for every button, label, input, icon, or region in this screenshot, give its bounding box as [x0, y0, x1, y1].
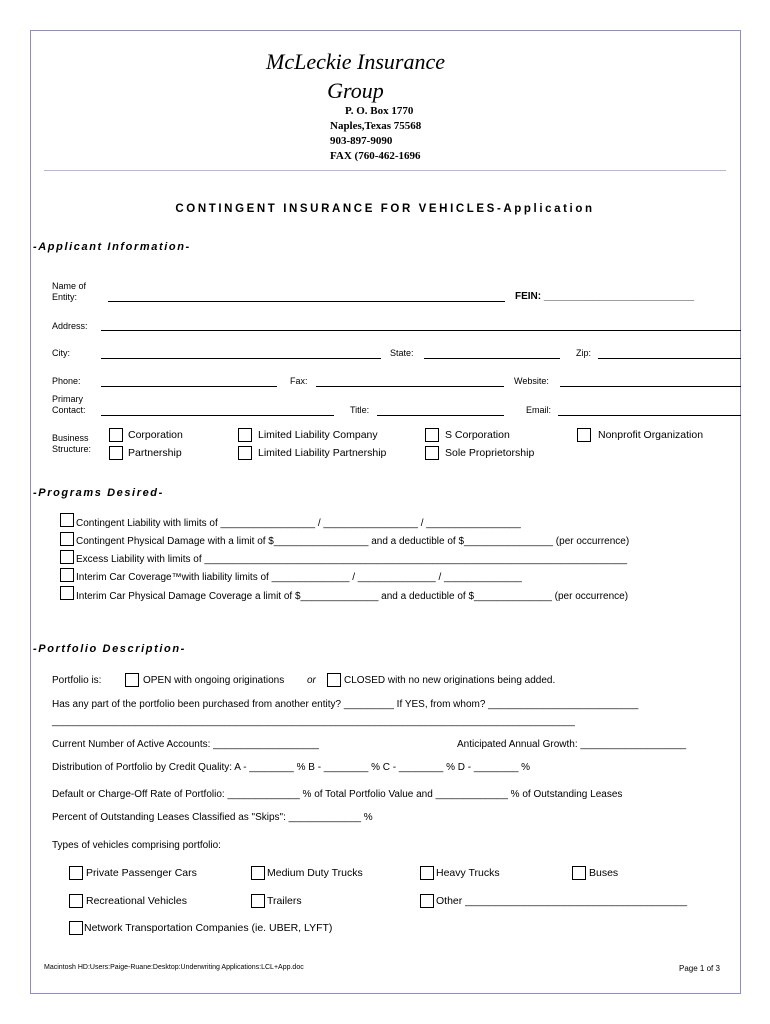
purchased-question[interactable]: Has any part of the portfolio been purchased from another entity? _________ If YES, from whom? ___________________________: [52, 699, 639, 710]
purchased-continued-line[interactable]: ______________________________________________________________________________________________: [52, 716, 575, 727]
partnership-label: Partnership: [128, 447, 182, 459]
sole-proprietorship-label: Sole Proprietorship: [445, 447, 535, 459]
document-title: CONTINGENT INSURANCE FOR VEHICLES-Application: [175, 203, 595, 215]
title-label: Title:: [350, 405, 370, 415]
medium-duty-label: Medium Duty Trucks: [267, 867, 363, 879]
email-field[interactable]: [558, 415, 741, 416]
trailers-label: Trailers: [267, 895, 302, 907]
section-portfolio-description: -Portfolio Description-: [33, 643, 186, 655]
network-transportation-checkbox[interactable]: [69, 921, 83, 935]
state-label: State:: [390, 348, 414, 358]
state-field[interactable]: [424, 358, 560, 359]
program-interim-car-coverage: Interim Car Coverage™with liability limits of ______________ / ______________ / ______________: [76, 572, 522, 583]
company-name-line2: Group: [327, 78, 384, 103]
nonprofit-checkbox[interactable]: [577, 428, 591, 442]
llc-label: Limited Liability Company: [258, 429, 378, 441]
fax-label: Fax:: [290, 376, 308, 386]
s-corporation-label: S Corporation: [445, 429, 510, 441]
email-label: Email:: [526, 405, 552, 415]
program-checkbox[interactable]: [60, 513, 74, 527]
address-po-box: P. O. Box 1770: [345, 105, 414, 117]
website-label: Website:: [514, 376, 549, 386]
program-checkbox[interactable]: [60, 532, 74, 546]
name-of-entity-label: Name of Entity:: [52, 281, 87, 302]
footer-file-path: Macintosh HD:Users:Paige-Ruane:Desktop:Underwriting Applications:LCL+App.doc: [44, 964, 304, 971]
private-passenger-checkbox[interactable]: [69, 866, 83, 880]
corporation-label: Corporation: [128, 429, 183, 441]
portfolio-or-label: or: [307, 675, 316, 686]
fax-field[interactable]: [316, 386, 504, 387]
address-fax: FAX (760-462-1696: [330, 150, 421, 162]
phone-field[interactable]: [101, 386, 277, 387]
llp-label: Limited Liability Partnership: [258, 447, 387, 459]
program-excess-liability: Excess Liability with limits of ____________________________________________________________________________: [76, 554, 628, 565]
city-label: City:: [52, 348, 70, 358]
current-accounts-field[interactable]: Current Number of Active Accounts: ___________________: [52, 739, 319, 750]
zip-field[interactable]: [598, 358, 741, 359]
llc-checkbox[interactable]: [238, 428, 252, 442]
city-field[interactable]: [101, 358, 381, 359]
vehicle-types-label: Types of vehicles comprising portfolio:: [52, 840, 221, 851]
portfolio-open-checkbox[interactable]: [125, 673, 139, 687]
program-checkbox[interactable]: [60, 568, 74, 582]
buses-checkbox[interactable]: [572, 866, 586, 880]
website-field[interactable]: [560, 386, 741, 387]
portfolio-closed-label: CLOSED with no new originations being added.: [344, 675, 556, 686]
corporation-checkbox[interactable]: [109, 428, 123, 442]
phone-label: Phone:: [52, 376, 81, 386]
company-name-line1: McLeckie Insurance: [266, 49, 445, 74]
private-passenger-label: Private Passenger Cars: [86, 867, 197, 879]
program-contingent-liability: Contingent Liability with limits of _________________ / _________________ / _________________: [76, 518, 521, 529]
zip-label: Zip:: [576, 348, 592, 358]
other-checkbox[interactable]: [420, 894, 434, 908]
section-programs-desired: -Programs Desired-: [33, 487, 164, 499]
network-transportation-label: Network Transportation Companies (ie. UBER, LYFT): [84, 922, 333, 934]
llp-checkbox[interactable]: [238, 446, 252, 460]
nonprofit-label: Nonprofit Organization: [598, 429, 704, 441]
address-city: Naples,Texas 75568: [330, 120, 422, 132]
medium-duty-checkbox[interactable]: [251, 866, 265, 880]
footer-page-number: Page 1 of 3: [679, 964, 720, 973]
anticipated-growth-field[interactable]: Anticipated Annual Growth: ___________________: [457, 739, 687, 750]
sole-proprietorship-checkbox[interactable]: [425, 446, 439, 460]
portfolio-closed-checkbox[interactable]: [327, 673, 341, 687]
trailers-checkbox[interactable]: [251, 894, 265, 908]
address-phone: 903-897-9090: [330, 135, 393, 147]
business-structure-label: Business Structure:: [52, 433, 92, 454]
program-interim-car-physical-damage: Interim Car Physical Damage Coverage a limit of $______________ and a deductible of $______________ (per occurrence): [76, 591, 629, 602]
other-label[interactable]: Other ______________________________________: [436, 895, 688, 907]
address-field[interactable]: [101, 330, 741, 331]
recreational-label: Recreational Vehicles: [86, 895, 187, 907]
section-applicant-information: -Applicant Information-: [33, 241, 191, 253]
skips-field[interactable]: Percent of Outstanding Leases Classified as "Skips": _____________ %: [52, 812, 373, 823]
partnership-checkbox[interactable]: [109, 446, 123, 460]
recreational-checkbox[interactable]: [69, 894, 83, 908]
credit-quality-distribution[interactable]: Distribution of Portfolio by Credit Quality: A - ________ % B - ________ % C - ________ % D - ________ %: [52, 762, 531, 773]
primary-contact-field[interactable]: [101, 415, 334, 416]
default-rate-field[interactable]: Default or Charge-Off Rate of Portfolio: _____________ % of Total Portfolio Value and _____________ % of Outstanding Leases: [52, 789, 623, 800]
buses-label: Buses: [589, 867, 619, 879]
primary-contact-label: Primary Contact:: [52, 394, 86, 415]
portfolio-open-label: OPEN with ongoing originations: [143, 675, 285, 686]
program-checkbox[interactable]: [60, 550, 74, 564]
s-corporation-checkbox[interactable]: [425, 428, 439, 442]
portfolio-is-label: Portfolio is:: [52, 675, 102, 686]
program-contingent-physical-damage: Contingent Physical Damage with a limit of $_________________ and a deductible of $________________ (per occurrence): [76, 536, 630, 547]
name-of-entity-field[interactable]: [108, 301, 505, 302]
program-checkbox[interactable]: [60, 586, 74, 600]
header-divider: [44, 170, 726, 171]
address-label: Address:: [52, 321, 88, 331]
title-field[interactable]: [377, 415, 504, 416]
heavy-trucks-label: Heavy Trucks: [436, 867, 500, 879]
fein-field[interactable]: FEIN: ___________________________: [515, 291, 695, 302]
heavy-trucks-checkbox[interactable]: [420, 866, 434, 880]
